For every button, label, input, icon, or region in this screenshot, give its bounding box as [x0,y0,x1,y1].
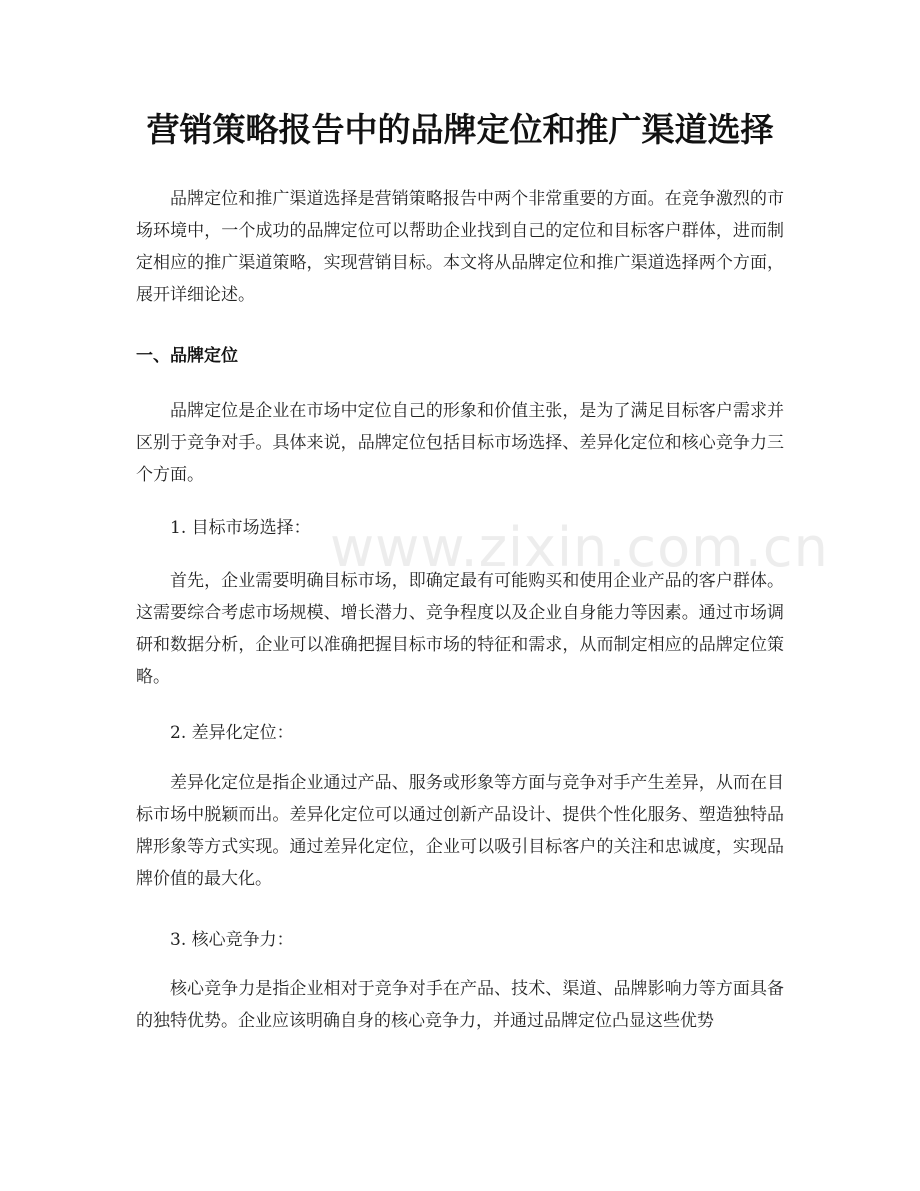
watermark: www.zixin.com.cn [330,516,829,579]
item-paragraph-target-market: 首先，企业需要明确目标市场，即确定最有可能购买和使用企业产品的客户群体。这需要综合考虑市场规模、增长潜力、竞争程度以及企业自身能力等因素。通过市场调研和数据分析，企业可以准确把握目标市场的特征和需求，从而制定相应的品牌定位策略。 [136,571,784,687]
item-label-target-market: 1. 目标市场选择： [170,518,311,538]
section-heading-brand-positioning: 一、品牌定位 [136,346,238,366]
section-intro-paragraph: 品牌定位是企业在市场中定位自己的形象和价值主张，是为了满足目标客户需求并区别于竞争对手。具体来说，品牌定位包括目标市场选择、差异化定位和核心竞争力三个方面。 [136,401,784,485]
item-label-core-competence: 3. 核心竞争力： [170,930,294,950]
page-title: 营销策略报告中的品牌定位和推广渠道选择 [146,110,774,149]
intro-paragraph: 品牌定位和推广渠道选择是营销策略报告中两个非常重要的方面。在竞争激烈的市场环境中，一个成功的品牌定位可以帮助企业找到自己的定位和目标客户群体，进而制定相应的推广渠道策略，实现营销目标。本文将从品牌定位和推广渠道选择两个方面，展开详细论述。 [136,189,784,305]
item-label-differentiation: 2. 差异化定位： [170,723,294,743]
item-paragraph-core-competence: 核心竞争力是指企业相对于竞争对手在产品、技术、渠道、品牌影响力等方面具备的独特优势。企业应该明确自身的核心竞争力，并通过品牌定位凸显这些优势 [136,979,784,1031]
item-paragraph-differentiation: 差异化定位是指企业通过产品、服务或形象等方面与竞争对手产生差异，从而在目标市场中脱颖而出。差异化定位可以通过创新产品设计、提供个性化服务、塑造独特品牌形象等方式实现。通过差异化定位，企业可以吸引目标客户的关注和忠诚度，实现品牌价值的最大化。 [136,773,784,889]
